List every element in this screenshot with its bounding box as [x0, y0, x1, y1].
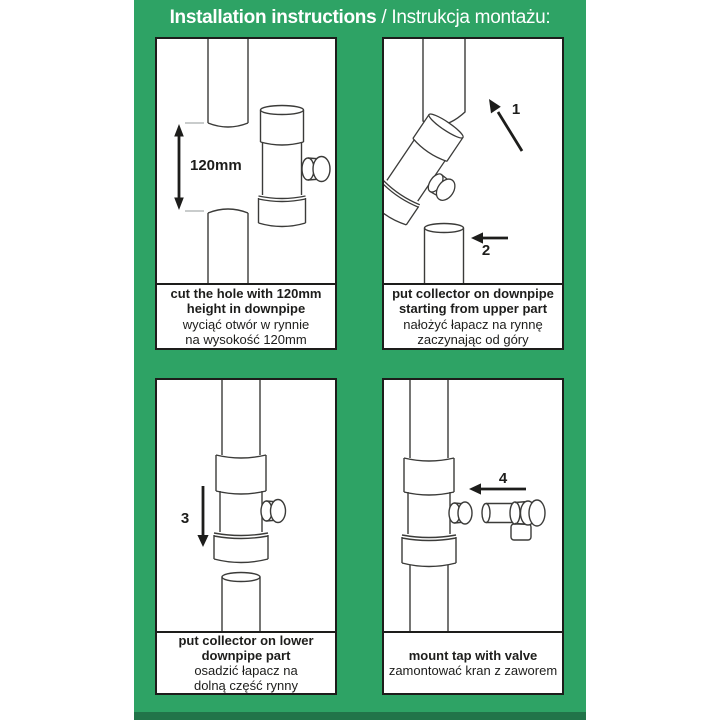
step-marker-4: 4 — [498, 470, 508, 487]
downpipe-lower — [222, 573, 260, 632]
valve-handle — [511, 524, 531, 540]
collector-nozzle — [449, 502, 472, 524]
step-panel-3 — [155, 378, 337, 695]
step-4-caption — [384, 631, 562, 693]
caption-line-en: downpipe part — [201, 648, 291, 663]
caption-line-pl: nałożyć łapacz na rynnę — [403, 316, 543, 332]
step-1-diagram — [157, 39, 335, 283]
step-panel-1 — [155, 37, 337, 350]
step-2-illustration — [384, 39, 562, 283]
tap-with-valve — [482, 500, 545, 540]
step-panel-2 — [382, 37, 564, 350]
step-1-illustration — [157, 39, 335, 283]
title-polish: Instrukcja montażu: — [391, 7, 551, 28]
collector — [259, 106, 331, 227]
step-marker-3: 3 — [180, 510, 190, 527]
caption-line-en: height in downpipe — [186, 301, 306, 316]
caption-line-pl: osadzić łapacz na — [194, 663, 298, 678]
step-4-diagram — [384, 380, 562, 631]
arrow-4-icon — [469, 483, 526, 494]
caption-line-en: starting from upper part — [398, 301, 548, 316]
caption-line-en: cut the hole with 120mm — [170, 285, 322, 301]
step-3-diagram — [157, 380, 335, 631]
downpipe-lower — [208, 209, 248, 283]
step-2-diagram — [384, 39, 562, 283]
collector — [214, 455, 286, 563]
arrow-3-icon — [197, 486, 208, 547]
step-marker-2: 2 — [481, 242, 491, 259]
collector-nozzle — [302, 157, 330, 182]
step-1-caption — [157, 283, 335, 348]
page-title — [134, 6, 586, 30]
collector-nozzle — [261, 500, 286, 523]
caption-line-pl: zaczynając od góry — [417, 332, 529, 347]
step-2-caption — [384, 283, 562, 348]
collector-tilted — [384, 110, 484, 239]
caption-line-pl: wyciąć otwór w rynnie — [182, 316, 310, 332]
title-separator: / — [381, 7, 387, 28]
downpipe-upper — [208, 39, 248, 127]
green-background — [134, 0, 586, 720]
caption-line-pl: na wysokość 120mm — [185, 332, 307, 347]
step-3-caption — [157, 631, 335, 693]
title-english: Installation instructions — [169, 7, 377, 28]
band-bottom-edge — [134, 712, 586, 720]
step-4-illustration — [384, 380, 562, 631]
step-3-illustration — [157, 380, 335, 631]
downpipe-upper — [423, 39, 465, 125]
downpipe-lower — [425, 224, 464, 284]
step-marker-1: 1 — [511, 101, 521, 118]
caption-line-pl: zamontować kran z zaworem — [388, 663, 558, 678]
dimension-label: 120mm — [190, 157, 242, 174]
step-panel-4 — [382, 378, 564, 695]
dimension-arrow-icon — [174, 124, 184, 210]
collector — [402, 458, 472, 567]
caption-line-en: put collector on lower — [178, 633, 314, 648]
caption-line-en: mount tap with valve — [408, 648, 538, 663]
caption-line-pl: dolną część rynny — [193, 678, 299, 693]
downpipe-upper — [222, 380, 260, 456]
caption-line-en: put collector on downpipe — [392, 285, 554, 301]
